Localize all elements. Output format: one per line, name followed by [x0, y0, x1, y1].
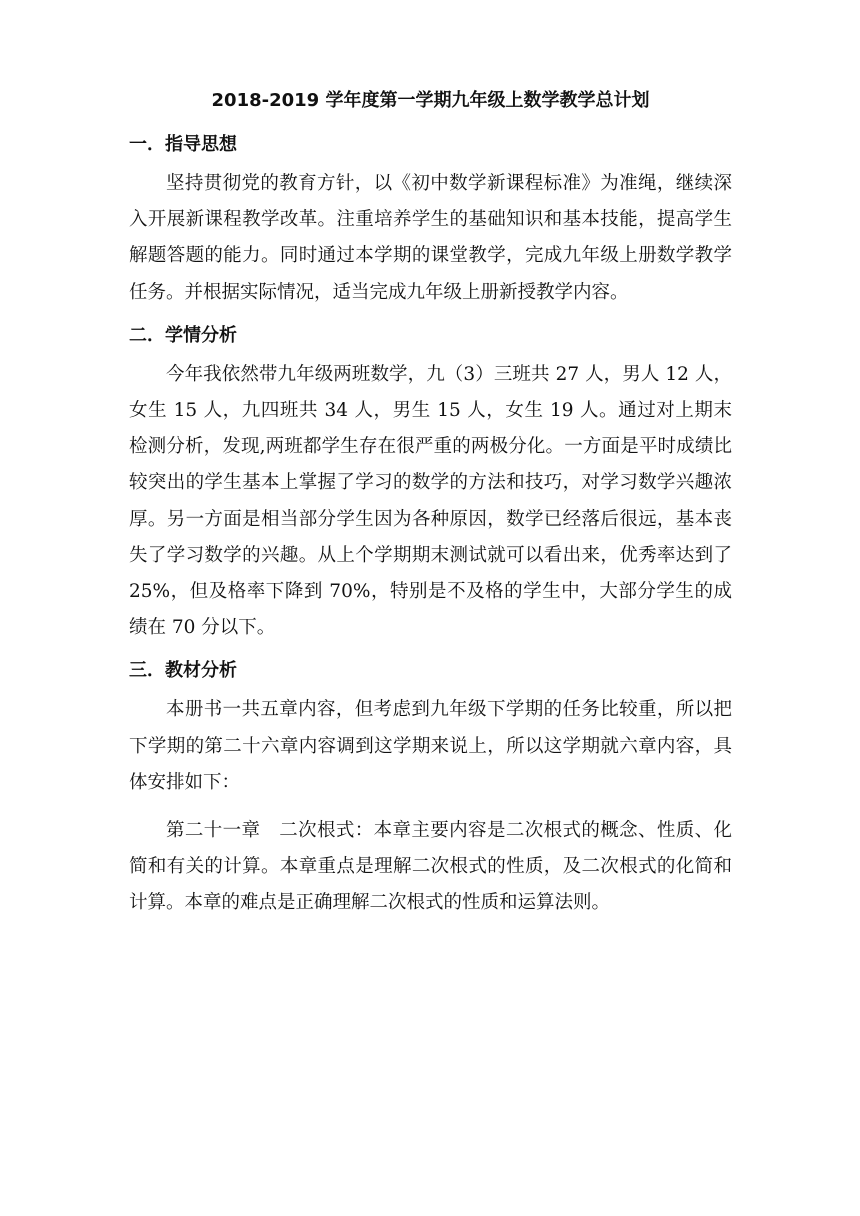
section-student-analysis	[129, 323, 732, 647]
paragraph-chapter-21: 第二十一章 二次根式：本章主要内容是二次根式的概念、性质、化简和有关的计算。本章重点是理解二次根式的性质，及二次根式的化简和计算。本章的难点是正确理解二次根式的性质和运算法则。	[129, 820, 732, 914]
section-heading-guiding-ideology: 一．指导思想	[129, 134, 237, 155]
document-title: 2018-2019 学年度第一学期九年级上数学教学总计划	[211, 90, 650, 111]
section-heading-student-analysis: 二．学情分析	[129, 324, 237, 346]
section-textbook-analysis	[129, 658, 732, 921]
paragraph-textbook-overview: 本册书一共五章内容，但考虑到九年级下学期的任务比较重，所以把 下学期的第二十六章内容调到这学期来说上，所以这学期就六章内容，具体安排如下：	[129, 699, 732, 793]
section-guiding-ideology	[129, 132, 732, 311]
paragraph-guiding-ideology: 坚持贯彻党的教育方针，以《初中数学新课程标准》为准绳，继续深入开展新课程教学改革。注重培养学生的基础知识和基本技能，提高学生解题答题的能力。同时通过本学期的课堂教学，完成九年级上册数学教学任务。并根据实际情况，适当完成九年级上册新授教学内容。	[129, 173, 732, 303]
paragraph-student-analysis: 今年我依然带九年级两班数学，九（3）三班共 27 人，男人 12 人，女生 15 人，九四班共 34 人，男生 15 人，女生 19 人。通过对上期末检测分析，发现,两班都学生存在很严重的两极分化。一方面是平时成绩比较突出的学生基本上掌握了学习的数学的方法和技巧，对学习数学兴趣浓厚。另一方面是相当部分学生因为各种原因，数学已经落后很远，基本丧失了学习数学的兴趣。从上个学期期末测试就可以看出来，优秀率达到了 25%，但及格率下降到 70%，特别是不及格的学生中，大部分学生的成绩在 70 分以下。	[129, 363, 732, 639]
section-heading-textbook-analysis: 三．教材分析	[129, 660, 237, 682]
